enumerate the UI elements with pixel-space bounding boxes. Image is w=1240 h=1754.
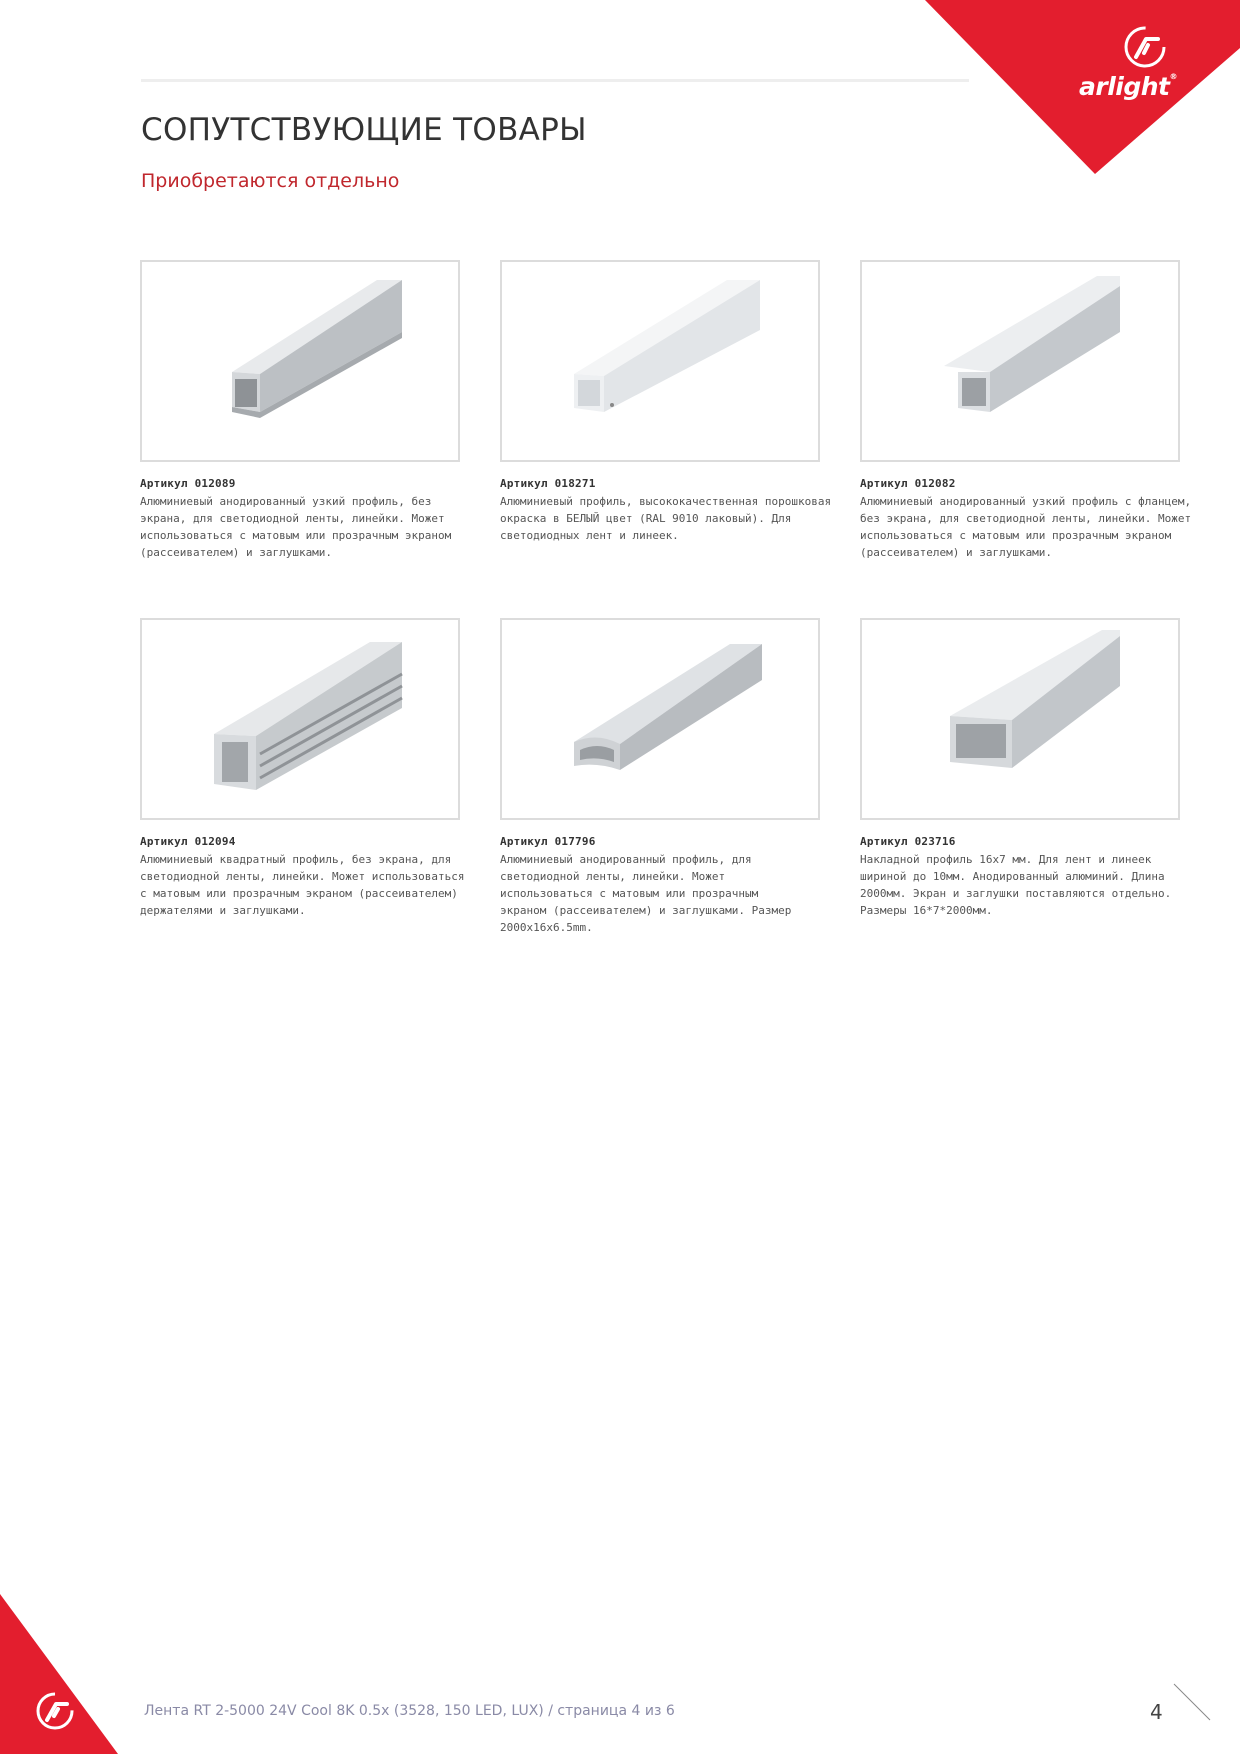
product-sku: Артикул 012082 xyxy=(860,477,956,490)
profile-image-icon xyxy=(502,620,818,818)
product-sku: Артикул 017796 xyxy=(500,835,596,848)
page-title: СОПУТСТВУЮЩИЕ ТОВАРЫ xyxy=(141,112,587,148)
product-description: Алюминиевый анодированный профиль, для светодиодной ленты, линейки. Может использоваться с матовым или прозрачным экраном (рассеивателем) и заглушками. Размер 2000x16x6.5mm. xyxy=(500,853,792,934)
product-image-frame xyxy=(140,260,460,462)
product-image-frame xyxy=(500,618,820,820)
product-description: Алюминиевый профиль, высококачественная порошковая окраска в БЕЛЫЙ цвет (RAL 9010 лаковый). Для светодиодных лент и линеек. xyxy=(500,495,832,542)
product-image-frame xyxy=(860,260,1180,462)
profile-image-icon xyxy=(862,262,1178,460)
brand-logo-text: arlight® xyxy=(1079,72,1177,101)
product-card xyxy=(140,260,490,561)
product-card xyxy=(500,618,850,936)
product-image-frame xyxy=(140,618,460,820)
product-description: Накладной профиль 16х7 мм. Для лент и линеек шириной до 10мм. Анодированный алюминий. Длина 2000мм. Экран и заглушки поставляются отдельно. Размеры 16*7*2000мм. xyxy=(860,853,1172,917)
profile-image-icon xyxy=(862,620,1178,818)
product-image-frame xyxy=(860,618,1180,820)
product-card xyxy=(140,618,490,919)
page-number: 4 xyxy=(1150,1700,1163,1724)
page-subtitle: Приобретаются отдельно xyxy=(141,170,400,192)
product-sku: Артикул 023716 xyxy=(860,835,956,848)
product-sku: Артикул 018271 xyxy=(500,477,596,490)
footer-document-title: Лента RT 2-5000 24V Cool 8K 0.5x (3528, 150 LED, LUX) / страница 4 из 6 xyxy=(144,1703,675,1719)
product-card xyxy=(500,260,850,544)
product-card xyxy=(860,260,1210,561)
product-sku: Артикул 012094 xyxy=(140,835,236,848)
profile-image-icon xyxy=(142,262,458,460)
product-image-frame xyxy=(500,260,820,462)
corner-banner-top-right xyxy=(0,0,1240,180)
product-description: Алюминиевый анодированный узкий профиль с фланцем, без экрана, для светодиодной ленты, линейки. Может использоваться с матовым или прозрачным экраном (рассеивателем) и заглушками. xyxy=(860,495,1192,559)
product-description: Алюминиевый квадратный профиль, без экрана, для светодиодной ленты, линейки. Может использоваться с матовым или прозрачным экраном (рассеивателем) держателями и заглушками. xyxy=(140,853,465,917)
profile-image-icon xyxy=(142,620,458,818)
product-card xyxy=(860,618,1210,919)
page-divider-line xyxy=(1172,1682,1212,1722)
corner-banner-bottom-left xyxy=(0,1594,140,1754)
product-description: Алюминиевый анодированный узкий профиль, без экрана, для светодиодной ленты, линейки. Может использоваться с матовым или прозрачным экраном (рассеивателем) и заглушками. xyxy=(140,495,452,559)
product-sku: Артикул 012089 xyxy=(140,477,236,490)
top-rule xyxy=(141,79,969,82)
profile-image-icon xyxy=(502,262,818,460)
